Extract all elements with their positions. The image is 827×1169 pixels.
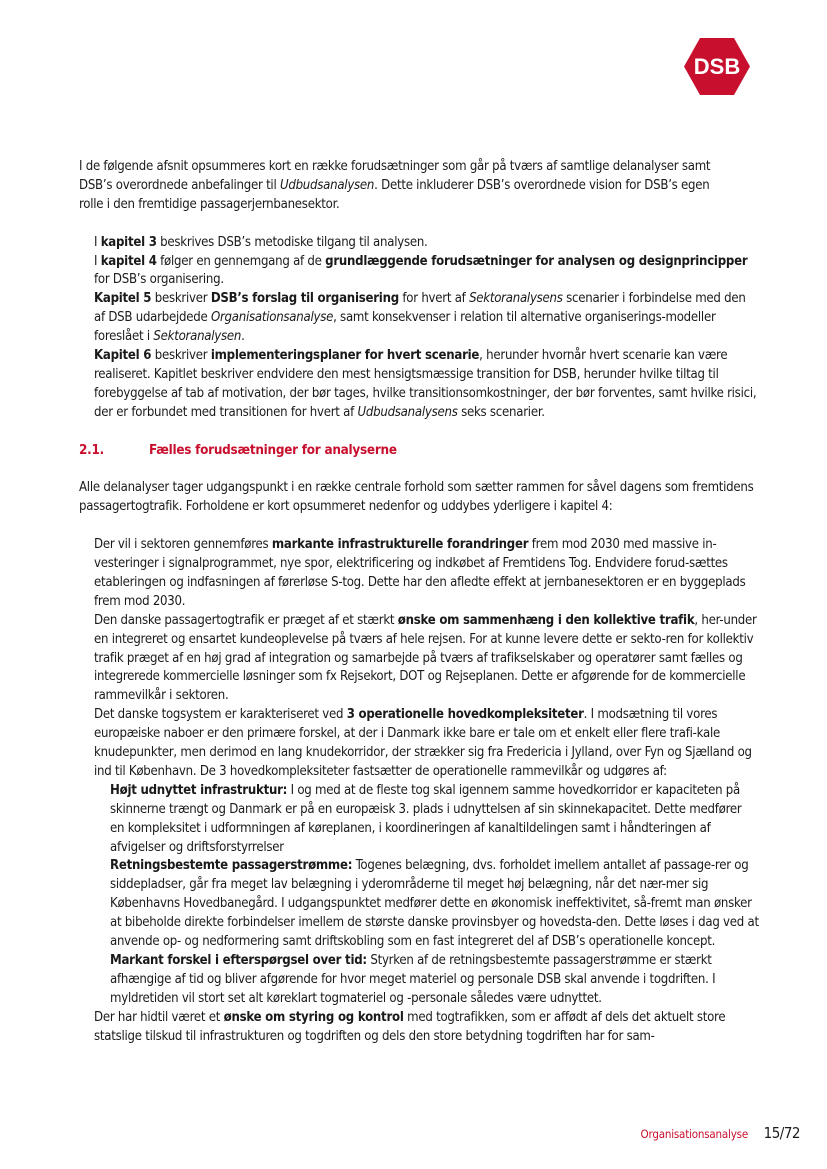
assumption-item: Der har hidtil været et ønske om styring og kontrol med togtrafikken, som er affødt af dels det aktuelt store statslige tilskud til infrastrukturen og togdriften og dels den store betydning togdriften har for sam-: [94, 1009, 726, 1044]
chapter-item: Kapitel 5 beskriver DSB’s forslag til organisering for hvert af Sektoranalysens scenarier i forbindelse med den af DSB udarbejdede Organisationsanalyse, samt konsekvenser i relation til alternative organiserings-modeller foreslået i Sektoranalysen.: [94, 291, 746, 345]
intro-paragraph: I de følgende afsnit opsummeres kort en række forudsætninger som går på tværs af samtlige delanalyser samt DSB’s overordnede anbefalinger til Udbudsanalysen. Dette inkluderer DSB’s overordnede vision for DSB’s egen rolle i den fremtidige passagerjernbanesektor.: [79, 159, 711, 212]
complexity-item: Markant forskel i efterspørgsel over tid: Styrken af de retningsbestemte passagerstrømme er stærkt afhængige af tid og bliver afgørende for hvor meget materiel og personale DSB skal anvende i togdriften. I myldretiden vil stort set alt køreklart togmateriel og -personale således være udnyttet.: [110, 953, 716, 1006]
assumption-item: Den danske passagertogtrafik er præget af et stærkt ønske om sammenhæng i den kollektive trafik, her-under en integreret og ensartet kundeoplevelse på tværs af hele rejsen. For at kunne levere dette er sekto-ren for kollektiv trafik præget af en høj grad af integration og samarbejde på tværs af trafikselskaber og operatører samt fælles og integrerede kommercielle løsninger som fx Rejsekort, DOT og Rejseplanen. Dette er afgørende for de kommercielle rammevilkår i sektoren.: [94, 612, 757, 704]
page-number: 15/72: [763, 1124, 800, 1142]
body-text: [79, 158, 759, 1047]
chapter-item: I kapitel 4 følger en gennemgang af de grundlæggende forudsætninger for analysen og designprincipper for DSB’s organisering.: [94, 253, 748, 288]
page-footer: [600, 1124, 800, 1144]
chapter-list: [79, 234, 759, 423]
section-number: 2.1.: [79, 442, 104, 458]
complexity-item: Højt udnyttet infrastruktur: I og med at de fleste tog skal igennem samme hovedkorridor er kapaciteten på skinnerne trængt og Danmark er på en europæisk 3. plads i udnyttelsen af sin skinnekapacitet. Dette medfører en kompleksitet i udformningen af køreplanen, i koordineringen af kanaltildelingen samt i håndteringen af afvigelser og driftsforstyrrelser: [110, 782, 742, 855]
dsb-logo: [684, 38, 750, 95]
assumption-list: [79, 536, 759, 1046]
footer-document-name: Organisationsanalyse: [640, 1127, 748, 1141]
chapter-link: kapitel 3: [100, 234, 157, 250]
section-heading: [79, 442, 759, 461]
chapter-item: I kapitel 3 beskrives DSB’s metodiske tilgang til analysen.: [94, 234, 428, 250]
logo-text: DSB: [693, 54, 741, 79]
chapter-item: Kapitel 6 beskriver implementeringsplaner for hvert scenarie, herunder hvornår hvert scenarie kan være realiseret. Kapitlet beskriver endvidere den mest hensigtsmæssige transition for DSB, herunder hvilke tiltag til forebyggelse af tab af motivation, der bør tages, hvilke transitionsomkostninger, der bør forventes, samt hvilke risici, der er forbundet med transitionen for hvert af Udbudsanalysens seks scenarier.: [94, 348, 757, 420]
complexity-sublist: [79, 782, 759, 1009]
complexity-item: Retningsbestemte passagerstrømme: Togenes belægning, dvs. forholdet imellem antallet af passage-rer og siddepladser, går fra meget lav belægning i yderområderne til meget høj belægning, når det nær-mer sig Københavns Hovedbanegård. I udgangspunktet medfører dette en økonomisk ineffektivitet, så-fremt man ønsker at bibeholde direkte forbindelser imellem de største danske provinsbyer og hovedsta-den. Dette løses i dag ved at anvende op- og nedformering samt driftskobling som en fast integreret del af DSB’s operationelle koncept.: [110, 858, 759, 950]
assumption-item: Der vil i sektoren gennemføres markante infrastrukturelle forandringer frem mod 2030 med massive in-vesteringer i signalprogrammet, nye spor, elektrificering og indkøbet af Fremtidens Tog. Endvidere forud-sættes etableringen og indfasningen af førerløse S-tog. Dette har den afledte effekt at jernbanesektoren er en byggeplads frem mod 2030.: [94, 537, 746, 609]
section-intro: Alle delanalyser tager udgangspunkt i en række centrale forhold som sætter rammen for såvel dagens som fremtidens passagertogtrafik. Forholdene er kort opsummeret nedenfor og uddybes yderligere i kapitel 4:: [79, 480, 754, 515]
section-title: Fælles forudsætninger for analyserne: [149, 442, 397, 458]
assumption-item: Det danske togsystem er karakteriseret ved 3 operationelle hovedkompleksiteter. I modsætning til vores europæiske naboer er den primære forskel, at der i Danmark ikke bare er tale om et enkelt eller flere trafi-kale knudepunkter, men derimod en lang knudekorridor, der strækker sig fra Fredericia i Jylland, over Fyn og Sjælland og ind til København. De 3 hovedkompleksiteter fastsætter de operationelle rammevilkår og udgøres af:: [94, 707, 752, 779]
